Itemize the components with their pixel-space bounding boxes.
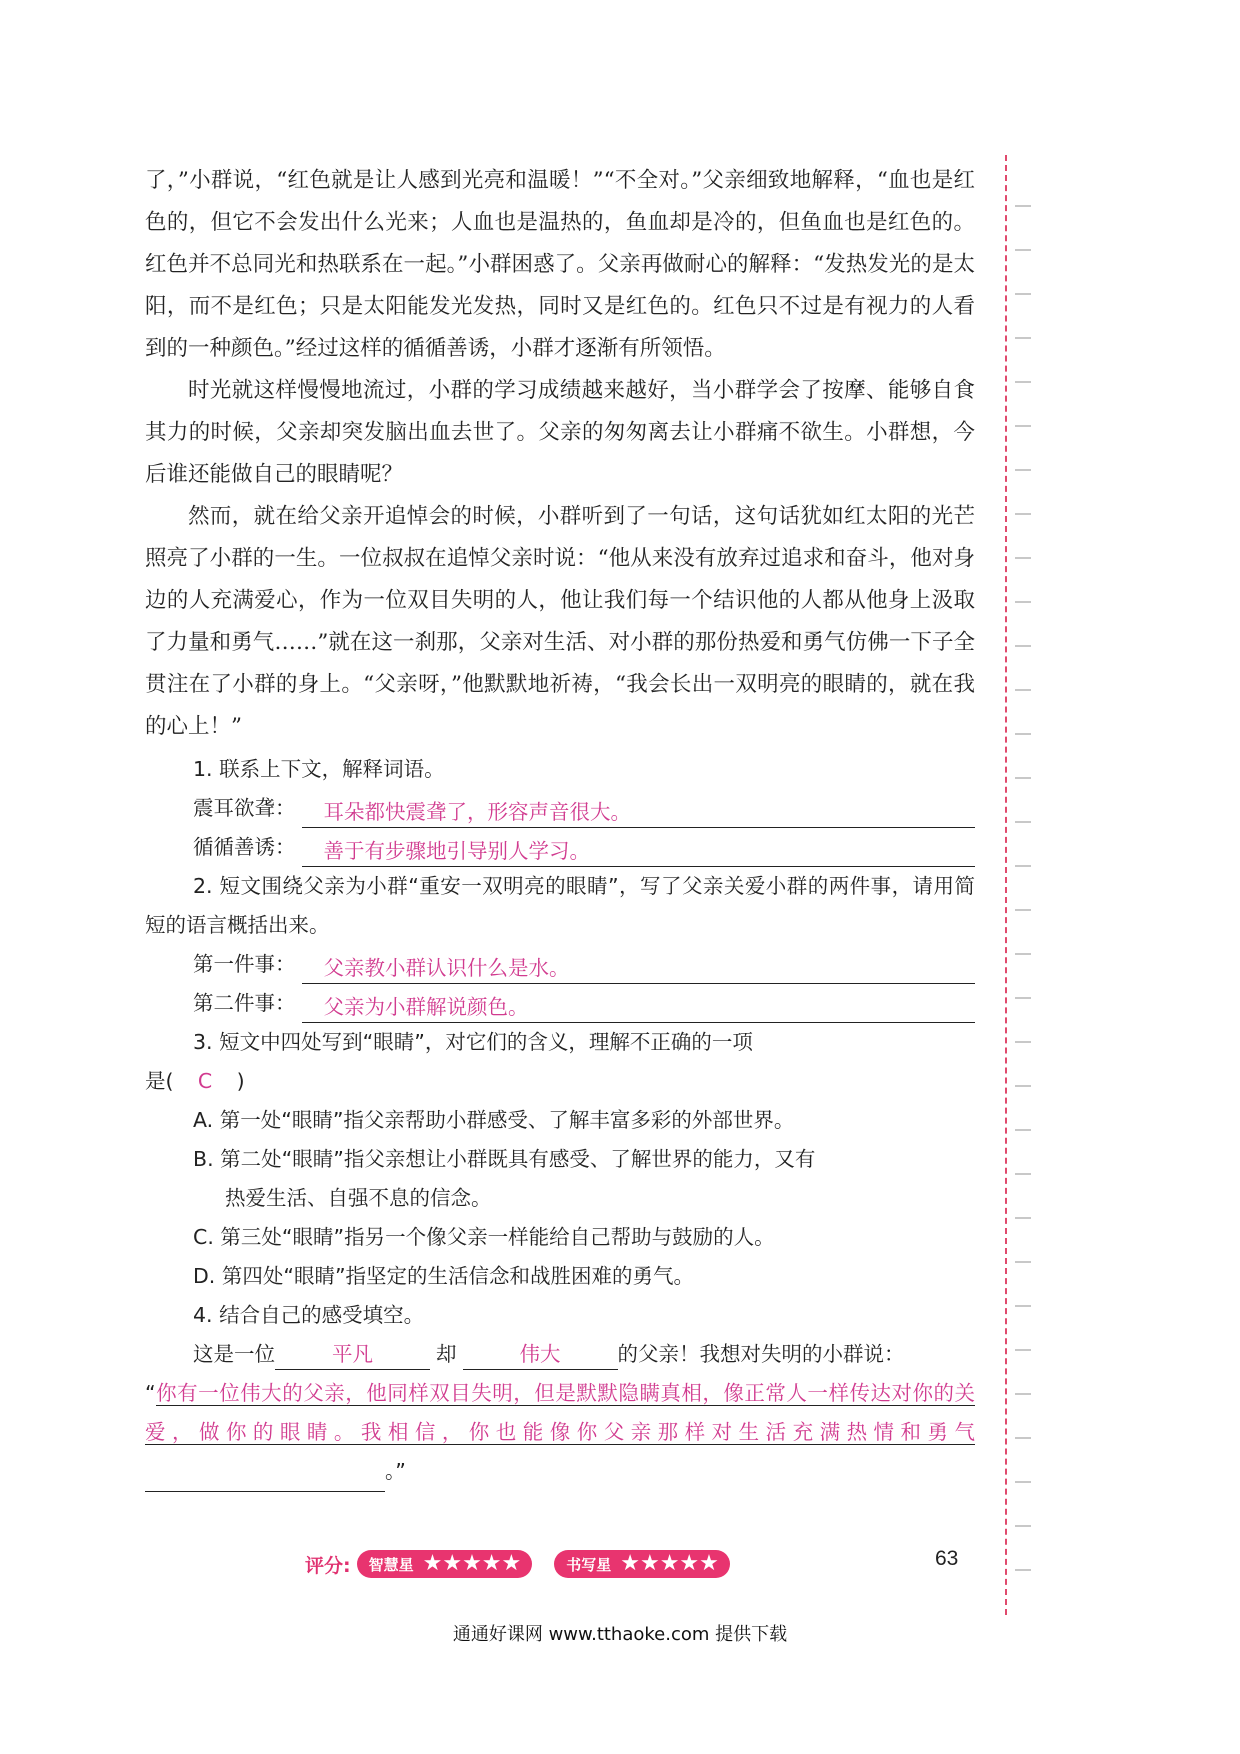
star-icons: ★★★★★ (620, 1551, 719, 1576)
q1-item-1-answer[interactable]: 耳朵都快震聋了，形容声音很大。 (302, 797, 976, 828)
question-3 (145, 1023, 975, 1296)
score-label: 评分: (305, 1554, 351, 1577)
q4-text-1: 这是一位 (193, 1342, 275, 1366)
q3-paren-close: ) (236, 1069, 245, 1093)
score-bar (305, 1548, 752, 1580)
q2-item-2 (145, 984, 975, 1023)
question-4-prompt: 4. 结合自己的感受填空。 (193, 1303, 425, 1327)
q4-long-answer-block (145, 1374, 975, 1492)
q2-item-2-answer[interactable]: 父亲为小群解说颜色。 (302, 992, 976, 1023)
q3-paren-open: 是( (145, 1069, 174, 1093)
q4-long-answer[interactable]: 你有一位伟大的父亲，他同样双目失明，但是默默隐瞒真相，像正常人一样传达对你的关爱，做你的眼睛。我相信，你也能像你父亲那样对生活充满热情和勇气 (145, 1381, 975, 1444)
question-2 (145, 867, 975, 1023)
margin-dashed-rule (1005, 155, 1007, 1615)
question-2-prompt: 2. 短文围绕父亲为小群“重安一双明亮的眼睛”，写了父亲关爱小群的两件事，请用简短的语言概括出来。 (145, 874, 975, 937)
star-icons: ★★★★★ (422, 1551, 522, 1576)
q3-option-d[interactable]: D. 第四处“眼睛”指坚定的生活信念和战胜困难的勇气。 (193, 1264, 695, 1288)
q2-item-2-label: 第二件事： (193, 991, 296, 1015)
q3-answer[interactable]: C (197, 1069, 213, 1093)
q1-item-2-label: 循循善诱： (193, 835, 296, 859)
wisdom-star-rating[interactable] (357, 1550, 533, 1578)
q3-option-b-cont: 热爱生活、自强不息的信念。 (225, 1186, 492, 1210)
q2-item-1-label: 第一件事： (193, 952, 296, 976)
q3-option-b[interactable]: B. 第二处“眼睛”指父亲想让小群既具有感受、了解世界的能力，又有 (193, 1147, 816, 1171)
q4-blank-2[interactable]: 伟大 (463, 1339, 618, 1370)
q4-text-2: 却 (436, 1342, 457, 1366)
q4-text-3: 的父亲！我想对失明的小群说： (617, 1342, 905, 1366)
question-4 (145, 1296, 975, 1492)
q3-option-a[interactable]: A. 第一处“眼睛”指父亲帮助小群感受、了解丰富多彩的外部世界。 (193, 1108, 795, 1132)
q1-item-2-answer[interactable]: 善于有步骤地引导别人学习。 (302, 836, 976, 867)
question-1 (145, 750, 975, 867)
q1-item-1 (145, 789, 975, 828)
passage-paragraph-3: 然而，就在给父亲开追悼会的时候，小群听到了一句话，这句话犹如红太阳的光芒照亮了小群的一生。一位叔叔在追悼父亲时说：“他从来没有放弃过追求和奋斗，他对身边的人充满爱心，作为一位双目失明的人，他让我们每一个结识他的人都从他身上汲取了力量和勇气……”就在这一刹那，父亲对生活、对小群的那份热爱和勇气仿佛一下子全贯注在了小群的身上。“父亲呀，”他默默地祈祷，“我会长出一双明亮的眼睛的，就在我的心上！” (145, 504, 975, 739)
margin-ticks (1015, 205, 1033, 1613)
question-1-prompt: 1. 联系上下文，解释词语。 (193, 757, 445, 781)
writing-star-rating[interactable] (554, 1550, 730, 1578)
q3-option-c[interactable]: C. 第三处“眼睛”指另一个像父亲一样能给自己帮助与鼓励的人。 (193, 1225, 775, 1249)
writing-star-label: 书写星 (566, 1555, 612, 1574)
q4-answer-underline (145, 1452, 385, 1492)
question-3-prompt-cont (145, 1062, 975, 1101)
page-number: 63 (935, 1547, 959, 1570)
q4-sentence (145, 1335, 975, 1374)
q4-close-quote: 。” (385, 1459, 406, 1483)
q2-item-1-answer[interactable]: 父亲教小群认识什么是水。 (302, 953, 976, 984)
passage-paragraph-2: 时光就这样慢慢地流过，小群的学习成绩越来越好，当小群学会了按摩、能够自食其力的时候，父亲却突发脑出血去世了。父亲的匆匆离去让小群痛不欲生。小群想，今后谁还能做自己的眼睛呢？ (145, 378, 975, 487)
q4-blank-1[interactable]: 平凡 (275, 1339, 430, 1370)
q4-open-quote: “ (145, 1381, 156, 1405)
q1-item-1-label: 震耳欲聋： (193, 796, 296, 820)
question-3-prompt: 3. 短文中四处写到“眼睛”，对它们的含义，理解不正确的一项 (193, 1030, 753, 1054)
page-content (145, 160, 975, 1492)
download-footer: 通通好课网 www.tthaoke.com 提供下载 (452, 1624, 788, 1645)
q1-item-2 (145, 828, 975, 867)
passage-paragraph-1: 了，”小群说，“红色就是让人感到光亮和温暖！”“不全对。”父亲细致地解释，“血也是红色的，但它不会发出什么光来；人血也是温热的，鱼血却是冷的，但鱼血也是红色的。红色并不总同光和热联系在一起。”小群困惑了。父亲再做耐心的解释：“发热发光的是太阳，而不是红色；只是太阳能发光发热，同时又是红色的。红色只不过是有视力的人看到的一种颜色。”经过这样的循循善诱，小群才逐渐有所领悟。 (145, 168, 975, 361)
q2-item-1 (145, 945, 975, 984)
wisdom-star-label: 智慧星 (368, 1555, 414, 1574)
